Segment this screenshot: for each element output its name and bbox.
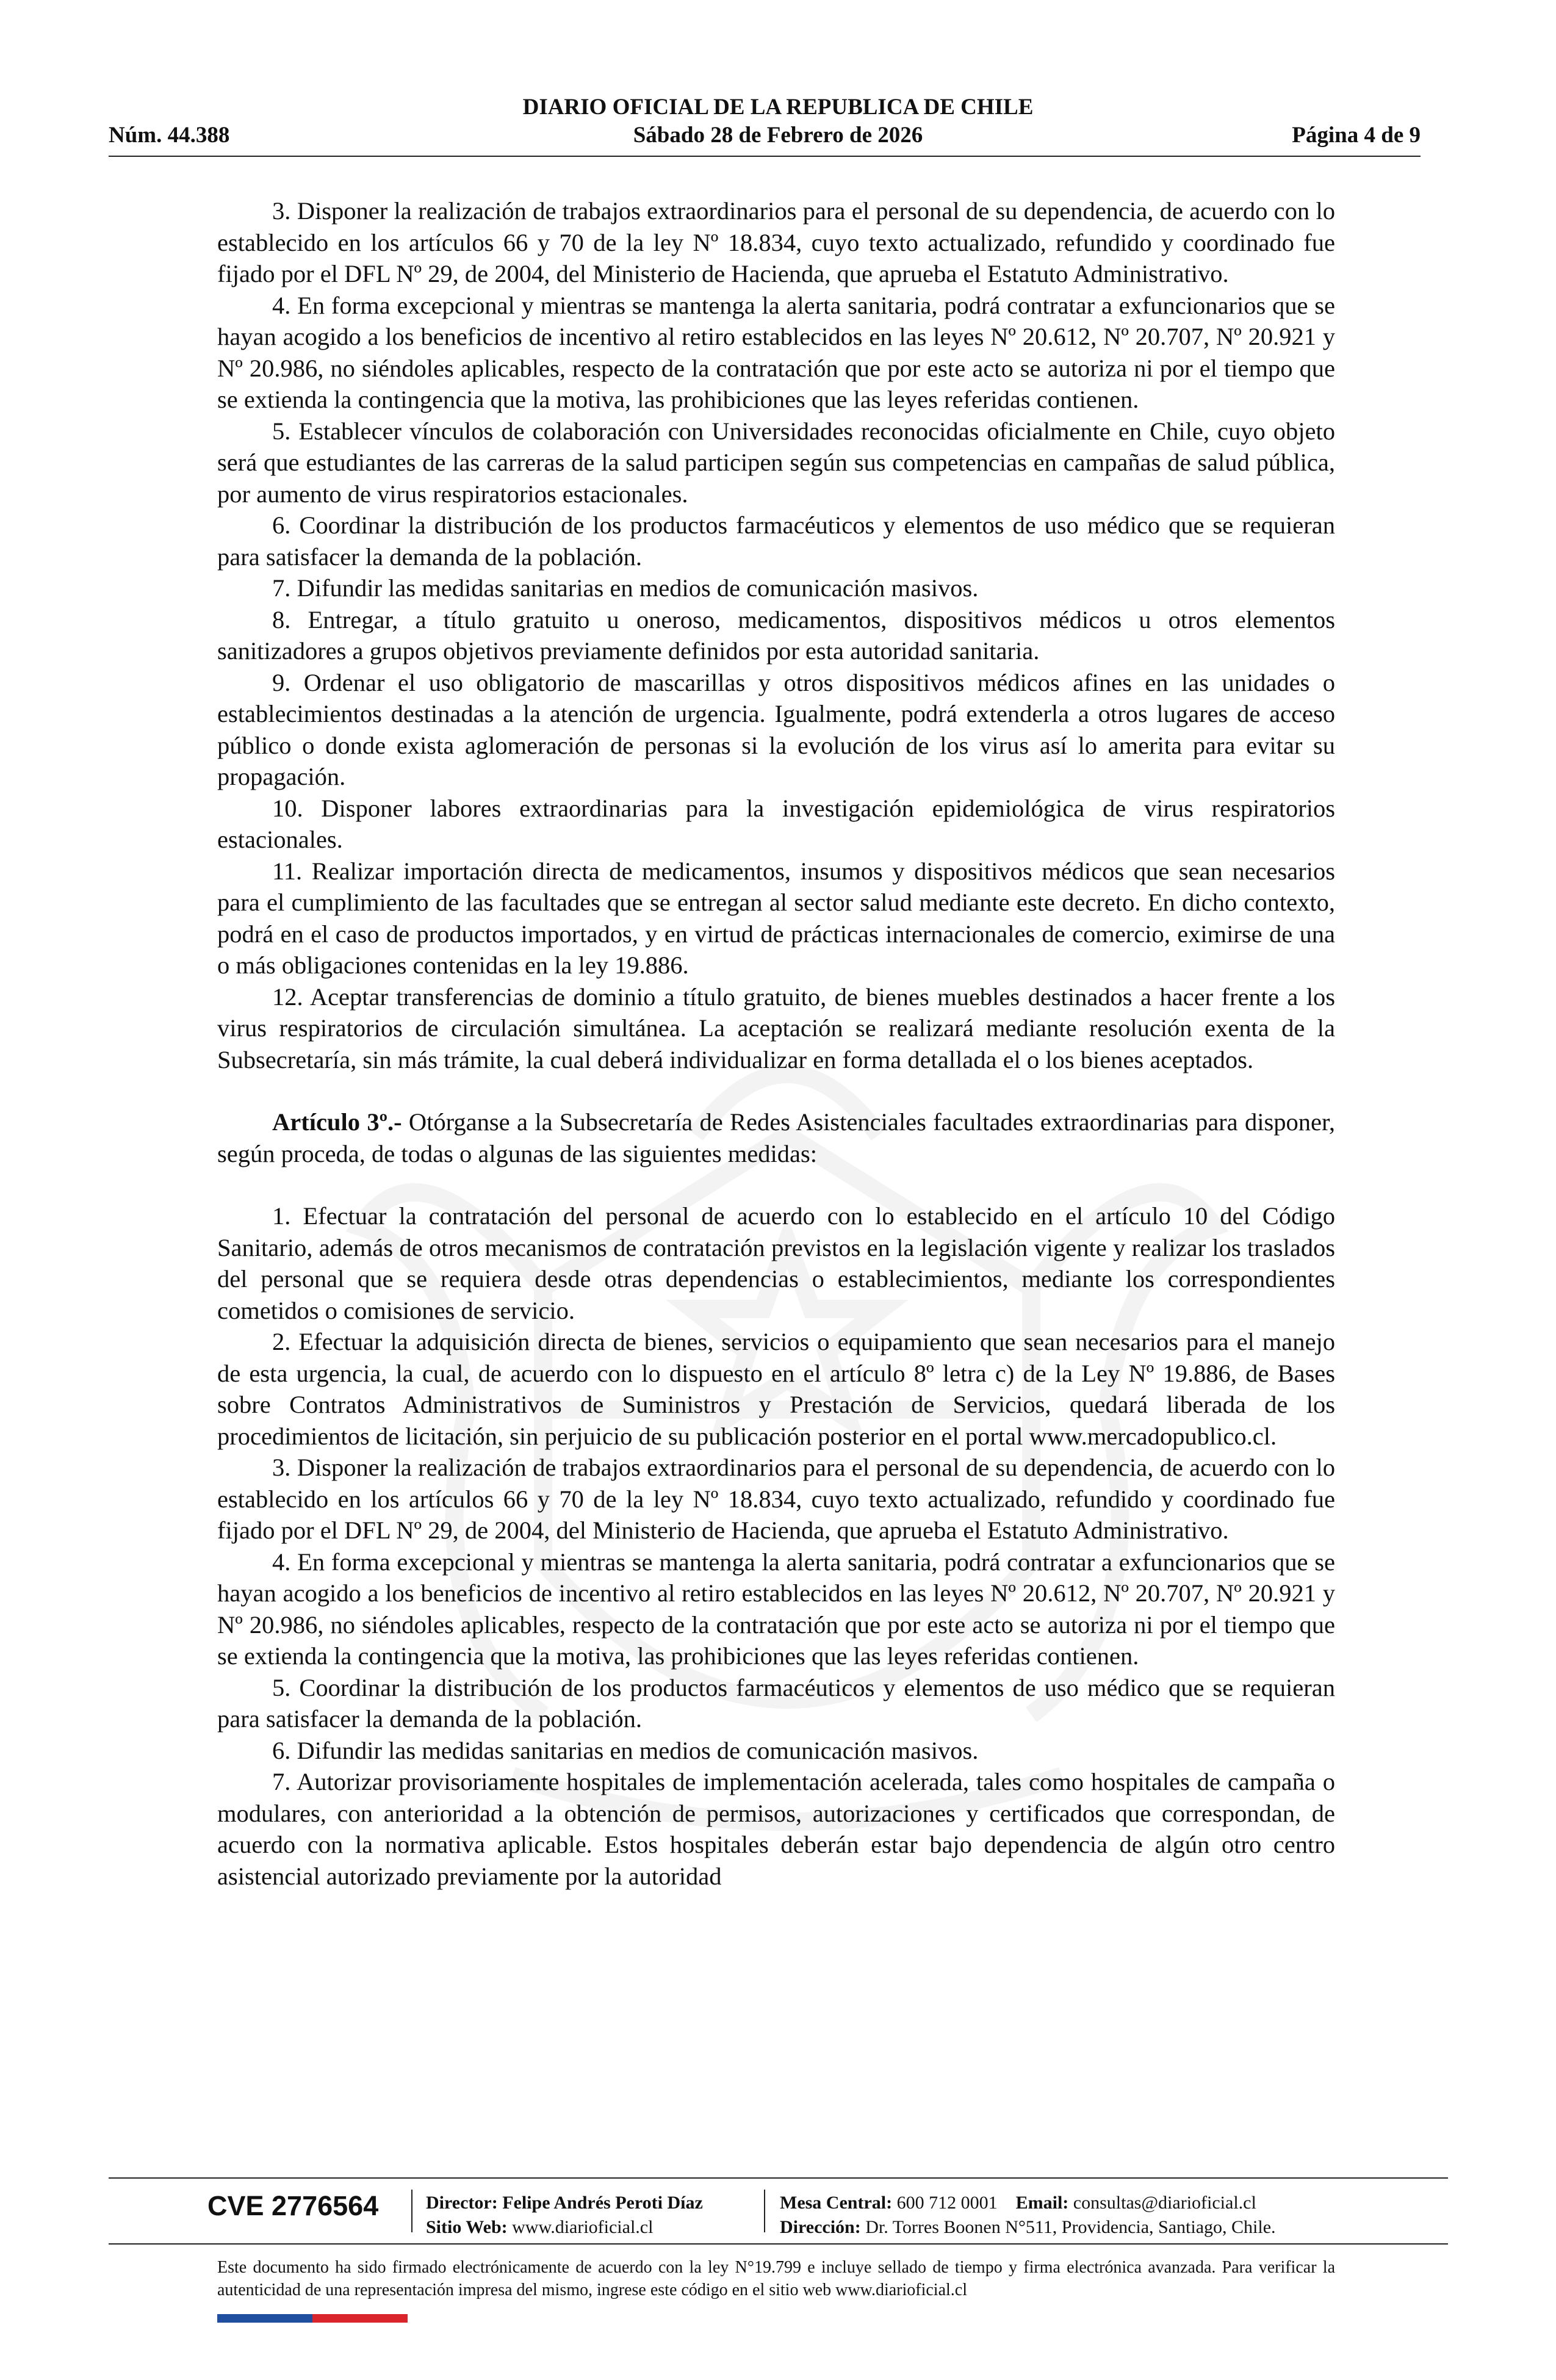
list-item: 6. Difundir las medidas sanitarias en medios de comunicación masivos.: [272, 1736, 979, 1764]
footer-divider-bottom: [109, 2243, 1448, 2245]
list-item: 8. Entregar, a título gratuito u oneroso, medicamentos, dispositivos médicos u otros elementos sanitizadores a grupos objetivos previamente definidos por esta autoridad sanitaria.: [217, 605, 1335, 665]
article-3-paragraph: [217, 1106, 1335, 1169]
list-item: 1. Efectuar la contratación del personal de acuerdo con lo establecido en el artículo 10 del Código Sanitario, además de otros mecanismos de contratación previstos en la legislación vigente y realizar los traslados del personal que se requiera desde otras dependencias o establecimientos, mediante los correspondientes cometidos o comisiones de servicio.: [217, 1202, 1335, 1324]
footer-separator: [411, 2190, 412, 2232]
list-item: 7. Difundir las medidas sanitarias en medios de comunicación masivos.: [272, 574, 979, 602]
signature-disclaimer: Este documento ha sido firmado electrónicamente de acuerdo con la ley N°19.799 e incluye sellado de tiempo y firma electrónica avanzada. Para verificar la autenticidad de una representación impresa del mismo, ingrese este código en el sitio web www.diarioficial.cl: [217, 2258, 1335, 2299]
address-text: Dr. Torres Boonen N°511, Providencia, Santiago, Chile.: [865, 2217, 1276, 2237]
list-item: 5. Coordinar la distribución de los productos farmacéuticos y elementos de uso médico que se requieran para satisfacer la demanda de la población.: [217, 1673, 1335, 1733]
cve-code: CVE 2776564: [207, 2190, 379, 2221]
article-text: Otórganse a la Subsecretaría de Redes Asistenciales facultades extraordinarias para disponer, según proceda, de todas o algunas de las siguientes medidas:: [217, 1108, 1335, 1167]
list-item: 12. Aceptar transferencias de dominio a título gratuito, de bienes muebles destinados a hacer frente a los virus respiratorios de circulación simultánea. La aceptación se realizará mediante resolución exenta de la Subsecretaría, sin más trámite, la cual deberá individualizar en forma detallada el o los bienes aceptados.: [217, 983, 1335, 1073]
phone-label: Mesa Central:: [780, 2193, 893, 2213]
email-label: Email:: [1015, 2193, 1069, 2213]
website-line: [426, 2215, 653, 2240]
list-item: 7. Autorizar provisoriamente hospitales de implementación acelerada, tales como hospitales de campaña o modulares, con anterioridad a la obtención de permisos, autorizaciones y certificados que correspondan, de acuerdo con la normativa aplicable. Estos hospitales deberán estar bajo dependencia de algún otro centro asistencial autorizado previamente por la autoridad: [217, 1768, 1335, 1890]
website-link[interactable]: www.diarioficial.cl: [512, 2217, 654, 2237]
list-item: 4. En forma excepcional y mientras se mantenga la alerta sanitaria, podrá contratar a exfuncionarios que se hayan acogido a los beneficios de incentivo al retiro establecidos en las leyes Nº 20.612, Nº 20.707, Nº 20.921 y Nº 20.986, no siéndoles aplicables, respecto de la contratación que por este acto se autoriza ni por el tiempo que se extienda la contingencia que la motiva, las prohibiciones que las leyes referidas contienen.: [217, 291, 1335, 413]
director-line: [426, 2191, 703, 2215]
contact-line: [780, 2191, 1256, 2215]
list-item: 10. Disponer labores extraordinarias para la investigación epidemiológica de virus respiratorios estacionales.: [217, 794, 1335, 853]
header-divider: [109, 156, 1421, 157]
address-line: [780, 2215, 1276, 2240]
newspaper-title: DIARIO OFICIAL DE LA REPUBLICA DE CHILE: [522, 95, 1034, 120]
email-link[interactable]: consultas@diarioficial.cl: [1073, 2193, 1256, 2213]
list-item: 11. Realizar importación directa de medicamentos, insumos y dispositivos médicos que sean necesarios para el cumplimiento de las facultades que se entregan al sector salud mediante este decreto. En dicho contexto, podrá en el caso de productos importados, y en virtud de prácticas internacionales de comercio, eximirse de una o más obligaciones contenidas en la ley 19.886.: [217, 857, 1335, 979]
phone-number: 600 712 0001: [896, 2193, 998, 2213]
issue-date: Sábado 28 de Febrero de 2026: [633, 123, 923, 148]
flag-red-segment: [312, 2314, 408, 2323]
flag-stripe: [217, 2314, 408, 2323]
director-name: Felipe Andrés Peroti Díaz: [502, 2193, 703, 2213]
flag-blue-segment: [217, 2314, 312, 2323]
list-item: 4. En forma excepcional y mientras se mantenga la alerta sanitaria, podrá contratar a exfuncionarios que se hayan acogido a los beneficios de incentivo al retiro establecidos en las leyes Nº 20.612, Nº 20.707, Nº 20.921 y Nº 20.986, no siéndoles aplicables, respecto de la contratación que por este acto se autoriza ni por el tiempo que se extienda la contingencia que la motiva, las prohibiciones que las leyes referidas contienen.: [217, 1548, 1335, 1670]
issue-number: Núm. 44.388: [109, 123, 230, 148]
website-label: Sitio Web:: [426, 2217, 508, 2237]
list-item: 3. Disponer la realización de trabajos extraordinarios para el personal de su dependencia, de acuerdo con lo establecido en los artículos 66 y 70 de la ley Nº 18.834, cuyo texto actualizado, refundido y coordinado fue fijado por el DFL Nº 29, de 2004, del Ministerio de Hacienda, que aprueba el Estatuto Administrativo.: [217, 1454, 1335, 1544]
page-number: Página 4 de 9: [1292, 123, 1421, 148]
list-item: 9. Ordenar el uso obligatorio de mascarillas y otros dispositivos médicos afines en las unidades o establecimientos destinadas a la atención de urgencia. Igualmente, podrá extenderla a otros lugares de acceso público o donde exista aglomeración de personas si la evolución de los virus así lo amerita para evitar su propagación.: [217, 668, 1335, 790]
director-label: Director:: [426, 2193, 498, 2213]
list-item: 5. Establecer vínculos de colaboración con Universidades reconocidas oficialmente en Chile, cuyo objeto será que estudiantes de las carreras de la salud participen según sus competencias en campañas de salud pública, por aumento de virus respiratorios estacionales.: [217, 417, 1335, 508]
article-title: Artículo 3º.-: [272, 1108, 402, 1136]
list-item: 2. Efectuar la adquisición directa de bienes, servicios o equipamiento que sean necesarios para el manejo de esta urgencia, la cual, de acuerdo con lo dispuesto en el artículo 8º letra c) de la Ley Nº 19.886, de Bases sobre Contratos Administrativos de Suministros y Prestación de Servicios, quedará liberada de los procedimientos de licitación, sin perjuicio de su publicación posterior en el portal www.mercadopublico.cl.: [217, 1328, 1335, 1450]
address-label: Dirección:: [780, 2217, 861, 2237]
list-item: 3. Disponer la realización de trabajos extraordinarios para el personal de su dependencia, de acuerdo con lo establecido en los artículos 66 y 70 de la ley Nº 18.834, cuyo texto actualizado, refundido y coordinado fue fijado por el DFL Nº 29, de 2004, del Ministerio de Hacienda, que aprueba el Estatuto Administrativo.: [217, 197, 1335, 287]
list-item: 6. Coordinar la distribución de los productos farmacéuticos y elementos de uso médico que se requieran para satisfacer la demanda de la población.: [217, 511, 1335, 571]
document-body: [217, 195, 1335, 1892]
footer-separator: [764, 2190, 765, 2232]
footer-divider-top: [109, 2177, 1448, 2179]
